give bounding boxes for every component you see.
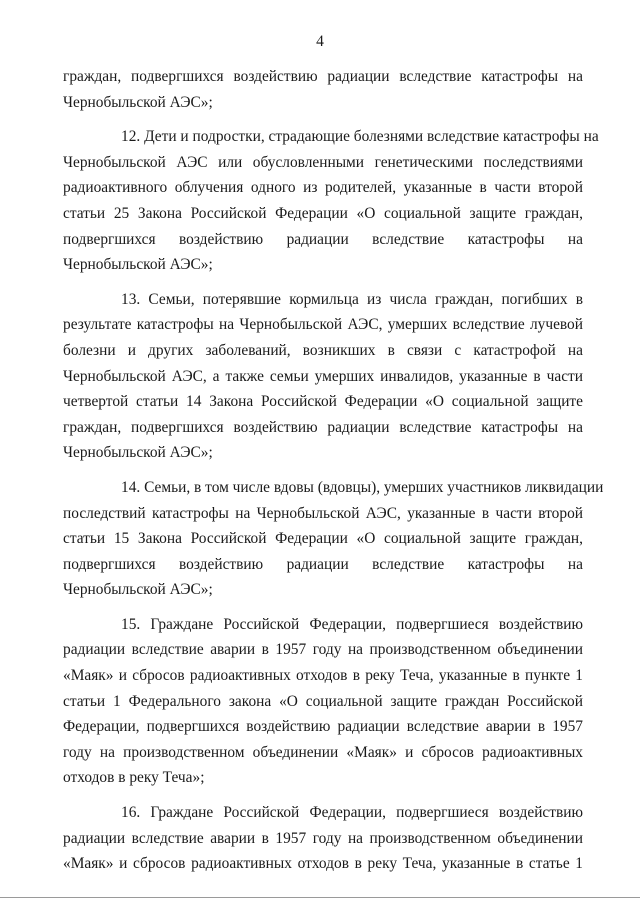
text-line: граждан, подвергшихся воздействию радиации вследствие катастрофы на <box>63 68 583 85</box>
page-number: 4 <box>316 33 324 50</box>
text-line: Чернобыльской АЭС»; <box>63 444 213 462</box>
text-line: статьи 15 Закона Российской Федерации «О социальной защите граждан, <box>63 530 583 548</box>
text-line: Чернобыльской АЭС, а также семьи умерших инвалидов, указанные в части <box>63 367 583 385</box>
text-line: «Маяк» и сбросов радиоактивных отходов в реку Теча, указанные в статье 1 <box>63 855 583 873</box>
text-line: «Маяк» и сбросов радиоактивных отходов в реку Теча, указанные в пункте 1 <box>63 667 583 685</box>
text-line: 14. Семьи, в том числе вдовы (вдовцы), умерших участников ликвидации <box>121 478 604 496</box>
scan-edge-divider <box>0 897 640 898</box>
paragraph-item-14 <box>63 475 604 603</box>
text-line: статьи 1 Федерального закона «О социальной защите граждан Российской <box>63 692 583 710</box>
text-line: 16. Граждане Российской Федерации, подвергшиеся воздействию <box>121 804 583 822</box>
text-line: подвергшихся воздействию радиации вследствие катастрофы на <box>63 230 583 248</box>
text-line: подвергшихся воздействию радиации вследствие катастрофы на <box>63 555 583 573</box>
paragraph-item-15 <box>63 612 583 791</box>
text-line: Чернобыльской АЭС»; <box>63 256 213 274</box>
paragraph-item-13 <box>63 287 583 466</box>
text-line: 13. Семьи, потерявшие кормильца из числа граждан, погибших в <box>121 290 583 308</box>
text-line: результате катастрофы на Чернобыльской АЭС, умерших вследствие лучевой <box>63 316 583 334</box>
text-line: году на производственном объединении «Маяк» и сбросов радиоактивных <box>63 743 583 761</box>
paragraph-item-12 <box>63 124 599 278</box>
text-line: радиации вследствие аварии в 1957 году на производственном объединении <box>63 829 583 847</box>
text-line: радиации вследствие аварии в 1957 году на производственном объединении <box>63 641 583 659</box>
text-line: отходов в реку Теча»; <box>63 769 205 787</box>
text-line: 15. Граждане Российской Федерации, подвергшиеся воздействию <box>121 615 583 633</box>
paragraph-item-16 <box>63 800 583 877</box>
text-line: Чернобыльской АЭС или обусловленными генетическими последствиями <box>63 153 583 171</box>
text-line: граждан, подвергшихся воздействию радиации вследствие катастрофы на <box>63 418 583 436</box>
text-line: Федерации, подвергшихся воздействию радиации вследствие аварии в 1957 <box>63 718 583 736</box>
text-line: Чернобыльской АЭС»; <box>63 93 213 111</box>
text-line: Чернобыльской АЭС»; <box>63 581 213 599</box>
text-line: 12. Дети и подростки, страдающие болезнями вследствие катастрофы на <box>121 128 599 146</box>
text-line: радиоактивного облучения одного из родителей, указанные в части второй <box>63 179 583 197</box>
text-line: болезни и других заболеваний, возникших в связи с катастрофой на <box>63 341 583 359</box>
paragraph-continuation <box>63 64 583 115</box>
document-body <box>63 64 604 877</box>
text-line: четвертой статьи 14 Закона Российской Федерации «О социальной защите <box>63 393 583 411</box>
text-line: статьи 25 Закона Российской Федерации «О социальной защите граждан, <box>63 204 583 222</box>
text-line: последствий катастрофы на Чернобыльской АЭС, указанные в части второй <box>63 504 583 522</box>
